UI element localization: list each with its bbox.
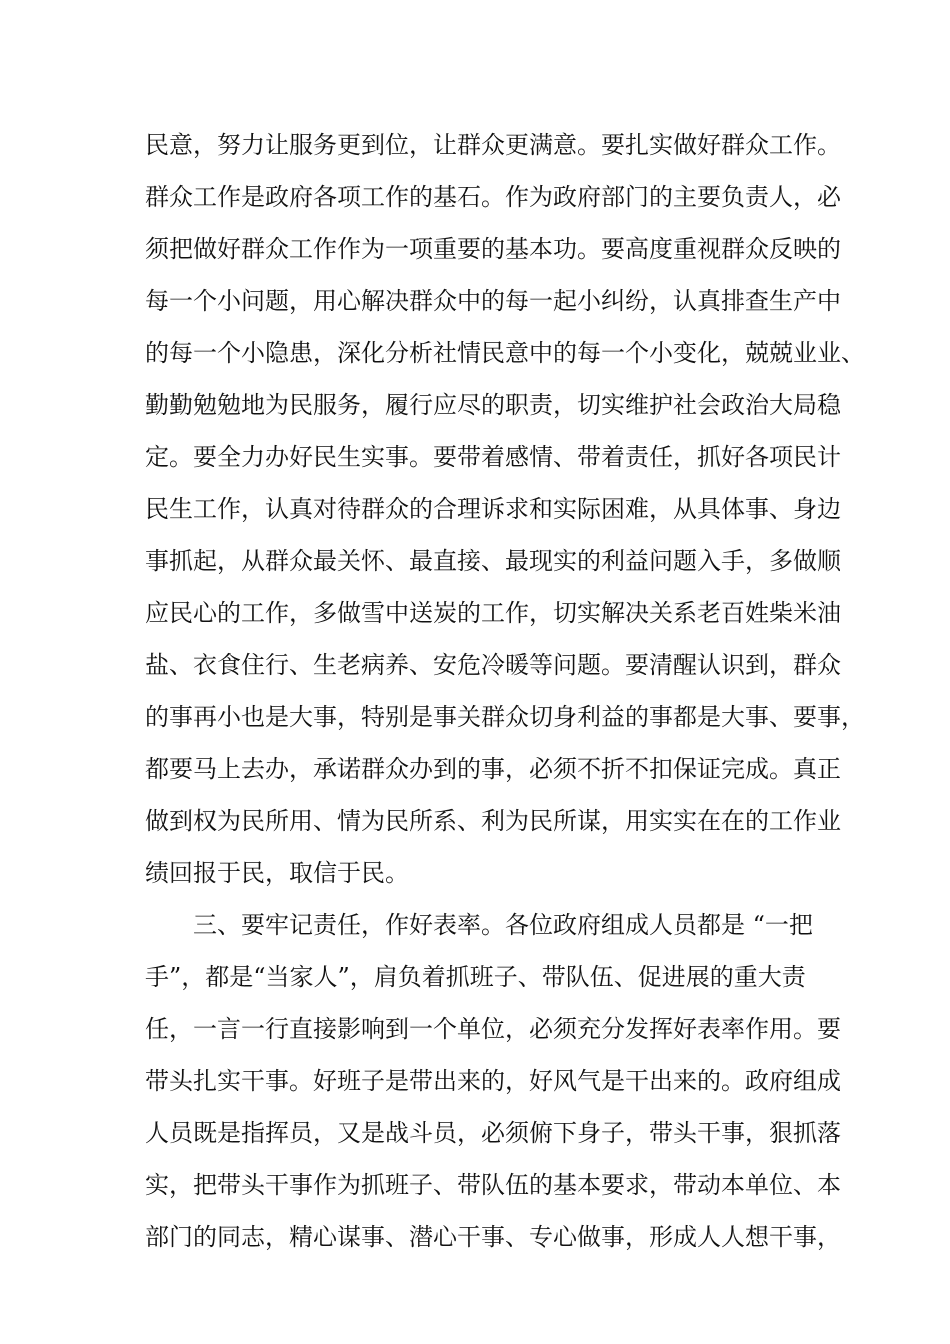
text-line: 手”，都是“当家人”，肩负着抓班子、带队伍、促进展的重大责	[145, 963, 806, 991]
text-line: 民生工作，认真对待群众的合理诉求和实际困难，从具体事、身边	[145, 495, 841, 523]
text-line: 绩回报于民，取信于民。	[145, 859, 409, 887]
text-line: 群众工作是政府各项工作的基石。作为政府部门的主要负责人，必	[145, 183, 841, 211]
text-line: 任，一言一行直接影响到一个单位，必须充分发挥好表率作用。要	[145, 1015, 841, 1043]
text-line: 的事再小也是大事，特别是事关群众切身利益的事都是大事、要事，	[145, 703, 865, 731]
text-line: 每一个小问题，用心解决群众中的每一起小纠纷，认真排查生产中	[145, 287, 841, 315]
text-line: 都要马上去办，承诺群众办到的事，必须不折不扣保证完成。真正	[145, 755, 841, 783]
text-line: 须把做好群众工作作为一项重要的基本功。要高度重视群众反映的	[145, 235, 841, 263]
text-line: 部门的同志，精心谋事、潜心干事、专心做事，形成人人想干事，	[145, 1223, 841, 1251]
text-line: 民意，努力让服务更到位，让群众更满意。要扎实做好群众工作。	[145, 131, 841, 159]
text-line: 定。要全力办好民生实事。要带着感情、带着责任，抓好各项民计	[145, 443, 841, 471]
text-line: 勤勤勉勉地为民服务，履行应尽的职责，切实维护社会政治大局稳	[145, 391, 841, 419]
text-line: 的每一个小隐患，深化分析社情民意中的每一个小变化，兢兢业业、	[145, 339, 865, 367]
text-line: 实，把带头干事作为抓班子、带队伍的基本要求，带动本单位、本	[145, 1171, 841, 1199]
paragraph-start-line: 三、要牢记责任，作好表率。各位政府组成人员都是 “一把	[193, 911, 813, 939]
text-line: 事抓起，从群众最关怀、最直接、最现实的利益问题入手，多做顺	[145, 547, 841, 575]
text-line: 带头扎实干事。好班子是带出来的，好风气是干出来的。政府组成	[145, 1067, 841, 1095]
text-line: 盐、衣食住行、生老病养、安危冷暖等问题。要清醒认识到，群众	[145, 651, 841, 679]
text-line: 人员既是指挥员，又是战斗员，必须俯下身子，带头干事，狠抓落	[145, 1119, 841, 1147]
text-line: 做到权为民所用、情为民所系、利为民所谋，用实实在在的工作业	[145, 807, 841, 835]
text-line: 应民心的工作，多做雪中送炭的工作，切实解决关系老百姓柴米油	[145, 599, 841, 627]
